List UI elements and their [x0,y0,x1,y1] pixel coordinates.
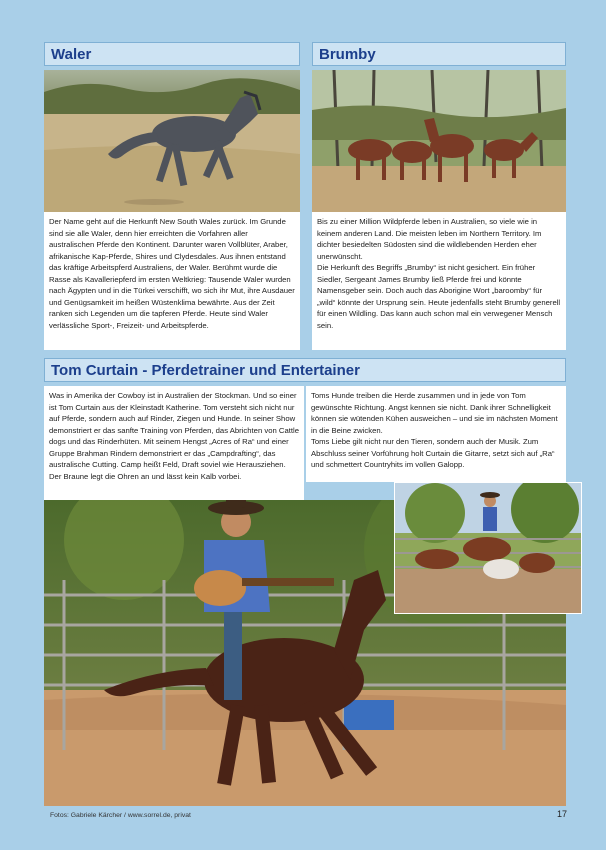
waler-title: Waler [51,46,92,63]
tom-left-paragraph: Was in Amerika der Cowboy ist in Australien der Stockman. Und so einer ist Tom Curtain aus der Kleinstadt Katherine. Tom versteht sich nicht nur auf Pferde, sondern auch auf Rinder, Ziegen und Hunde. In seiner Show demonstriert er das sanfte Training von Pferden, das Abrichten von Cattle dogs und das Rinderhüten. Mit seinem Hengst „Acres of Ra“ und einer Gruppe Brahman Rindern demonstriert er das „Campdrafting“, das australische Cutting. Camp heißt Feld, Draft soviel wie Herausziehen. Der Braune legt die Ohren an und lässt kein Kalb vorbei. [49,391,299,481]
waler-paragraph: Der Name geht auf die Herkunft New South Wales zurück. Im Grunde sind sie alle Waler, denn hier erreichten die Vorfahren aller australischen Pferde den Kontinent. Darunter waren Vollblüter, Araber, afrikanische Kap-Pferde, Shires und Clydesdales. Aus ihnen entstand das kräftige Arbeitspferd Australiens, der Waler. Berühmt wurde die Rasse als Kavalleriepferd im ersten Weltkrieg: Tausende Waler wurden nach Ägypten und in die Türkei verschifft, wo sich ihr Mut, ihre Ausdauer und Genügsamkeit im heißen Wüstenklima bewährte. Aus der Zeit ranken sich Legenden um die tapferen Pferde. Heute sind Waler verlässliche Sport-, Freizeit- und Arbeitspferde. [49,217,295,330]
photo-credit: Fotos: Gabriele Kärcher / www.sorrel.de, privat [50,812,191,819]
tom-right-paragraph-1: Toms Hunde treiben die Herde zusammen und in jede von Tom gewünschte Richtung. Angst kennen sie nicht. Dank ihrer Schnelligkeit können sie wütenden Kühen ausweichen – und sie im nächsten Moment in die Beine zwicken. [311,391,558,435]
brumby-text-box [312,212,566,350]
tom-right-paragraph-2: Toms Liebe gilt nicht nur den Tieren, sondern auch der Musik. Zum Abschluss seiner Vorführung holt Curtain die Gitarre, setzt sich auf „Ra“ und schmettert Countryhits im vollen Galopp. [311,437,555,469]
tom-left-text-box [44,386,304,500]
waler-photo [44,70,300,212]
tom-curtain-title: Tom Curtain - Pferdetrainer und Entertainer [51,362,360,379]
brumby-paragraph-2: Die Herkunft des Begriffs „Brumby“ ist nicht gesichert. Ein früher Siedler, Sergeant James Brumby ließ Pferde frei und könnte Namensgeber sein. Doch auch das Aborigine Wort „baroomby“ für „wild“ könnte der Ursprung sein. Heute jedenfalls steht Brumby generell für einen Wildling. Das kann auch schon mal ein verwegener Mensch sein. [317,263,561,330]
tom-curtain-heading [44,358,566,382]
waler-text-box [44,212,300,350]
brumby-title: Brumby [319,46,376,63]
herding-photo [394,482,582,614]
brumby-photo [312,70,566,212]
tom-right-text-box [306,386,566,482]
brumby-heading [312,42,566,66]
page-number: 17 [557,809,568,819]
brumby-paragraph-1: Bis zu einer Million Wildpferde leben in Australien, so viele wie in keinem anderen Land. Die meisten leben im Northern Territory. Im dichter besiedelten Südosten sind die wildlebenden Herden eher unerwünscht. [317,217,542,261]
waler-heading [44,42,300,66]
